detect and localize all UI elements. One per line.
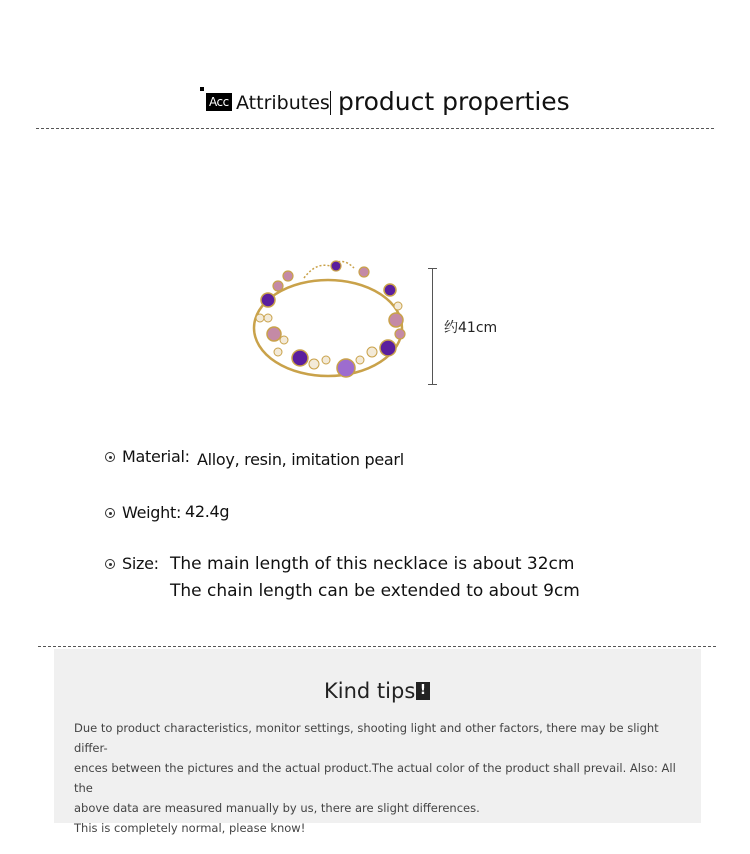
page-title: product properties — [338, 87, 570, 116]
header-badge: Acc — [206, 93, 232, 111]
bullet-icon — [105, 559, 115, 569]
tips-line: ences between the pictures and the actual product.The actual color of the product shall prevail. Also: All the — [74, 761, 676, 795]
divider-bottom — [38, 646, 716, 647]
exclamation-icon: ! — [416, 682, 430, 700]
spec-size-value-line: The main length of this necklace is about 32cm — [170, 554, 575, 574]
bullet-icon — [105, 452, 115, 462]
bracelet-image — [238, 248, 418, 398]
header-attributes-label: Attributes — [236, 92, 330, 114]
spec-material-value: Alloy, resin, imitation pearl — [197, 450, 404, 469]
measure-line — [432, 268, 433, 385]
spec-size-value-line: The chain length can be extended to about 9cm — [170, 581, 580, 601]
measure-cap-top — [428, 268, 437, 269]
measure-cap-bottom — [428, 384, 437, 385]
spec-material-label: Material: — [122, 447, 190, 466]
tips-line: Due to product characteristics, monitor settings, shooting light and other factors, there may be slight differ- — [74, 721, 659, 755]
tips-line: This is completely normal, please know! — [74, 821, 306, 835]
header-separator — [330, 91, 331, 115]
spec-weight-label: Weight: — [122, 503, 182, 522]
spec-weight-value: 42.4g — [185, 502, 230, 521]
divider-top — [36, 128, 714, 129]
header-dot — [200, 87, 204, 91]
measure-label: 约41cm — [444, 320, 498, 336]
tips-line: above data are measured manually by us, there are slight differences. — [74, 801, 480, 815]
tips-title: Kind tips — [324, 679, 416, 703]
spec-size-label: Size: — [122, 554, 159, 573]
bullet-icon — [105, 508, 115, 518]
tips-text — [74, 718, 686, 838]
